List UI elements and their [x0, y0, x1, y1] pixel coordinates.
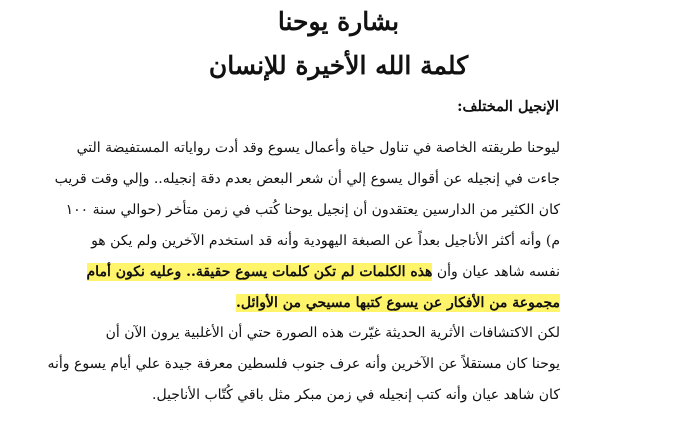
text-line: كان شاهد عيان وأنه كتب إنجيله في زمن مبكر مثل باقي كُتّاب الأناجيل.: [152, 387, 560, 403]
page-title: بشارة يوحنا: [277, 7, 400, 36]
paragraph-2: [47, 318, 560, 411]
text-line: لكن الاكتشافات الأثرية الحديثة غيّرت هذه الصورة حتي أن الأغلبية يرون الآن أن: [105, 325, 560, 341]
text-line: م) وأنه أكثر الأناجيل بعداً عن الصبغة اليهودية وأنه قد استخدم الآخرين ولم يكن هو: [91, 233, 560, 249]
paragraph-1: [54, 133, 560, 319]
text-line: [113, 288, 560, 319]
text-line: [86, 257, 560, 288]
text-line: جاءت في إنجيله عن أقوال يسوع إلي أن شعر البعض بعدم دقة إنجيله.. وإلي وقت قريب: [54, 171, 560, 187]
text-line: كان الكثير من الدارسين يعتقدون أن إنجيل يوحنا كُتب في زمن متأخر (حوالي سنة ١٠٠: [65, 202, 560, 218]
text-line: يوحنا كان مستقلاً عن الآخرين وأنه عرف جنوب فلسطين معرفة جيدة علي أيام يسوع وأنه: [47, 356, 560, 372]
line-plain-text: نفسه شاهد عيان وأن: [432, 264, 560, 280]
page-subtitle: كلمة الله الأخيرة للإنسان: [208, 51, 469, 80]
highlighted-text: مجموعة من الأفكار عن يسوع كتبها مسيحي من الأوائل.: [236, 295, 560, 311]
highlighted-text: هذه الكلمات لم تكن كلمات يسوع حقيقة.. وعليه نكون أمام: [86, 264, 433, 280]
section-heading: الإنجيل المختلف:: [457, 98, 559, 115]
text-line: ليوحنا طريقته الخاصة في تناول حياة وأعمال يسوع وقد أدت رواياته المستفيضة التي: [76, 140, 560, 156]
